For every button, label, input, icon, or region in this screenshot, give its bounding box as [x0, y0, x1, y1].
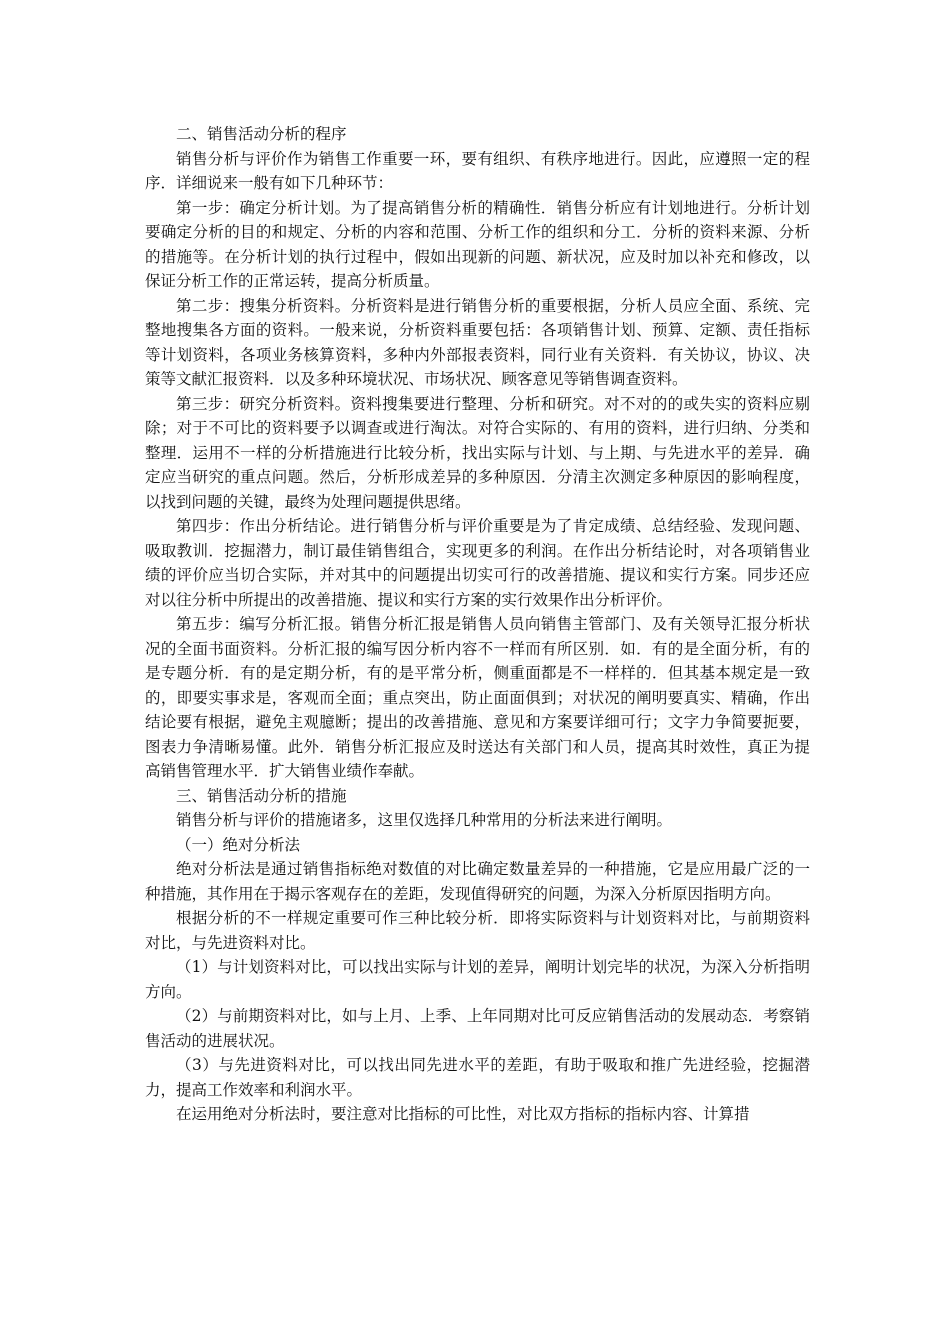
step-1-paragraph: 第一步：确定分析计划。为了提高销售分析的精确性．销售分析应有计划地进行。分析计划要确定分析的目的和规定、分析的内容和范围、分析工作的组织和分工．分析的资料来源、分析的措施等。在分析计划的执行过程中，假如出现新的问题、新状况，应及时加以补充和修改，以保证分析工作的正常运转，提高分析质量。 — [145, 198, 810, 290]
comparability-note-paragraph: 在运用绝对分析法时，要注意对比指标的可比性，对比双方指标的指标内容、计算措 — [176, 1105, 750, 1123]
absolute-analysis-definition: 绝对分析法是通过销售指标绝对数值的对比确定数量差异的一种措施，它是应用最广泛的一种措施，其作用在于揭示客观存在的差距，发现值得研究的问题，为深入分析原因指明方向。 — [145, 860, 810, 903]
section-2-intro: 销售分析与评价作为销售工作重要一环，要有组织、有秩序地进行。因此，应遵照一定的程序．详细说来一般有如下几种环节： — [145, 149, 810, 192]
comparison-advanced-item: （3）与先进资料对比，可以找出同先进水平的差距，有助于吸取和推广先进经验，挖掘潜力，提高工作效率和利润水平。 — [145, 1056, 810, 1099]
step-5-paragraph: 第五步：编写分析汇报。销售分析汇报是销售人员向销售主管部门、及有关领导汇报分析状况的全面书面资料。分析汇报的编写因分析内容不一样而有所区别．如．有的是全面分析，有的是专题分析．有的是定期分析，有的是平常分析，侧重面都是不一样样的．但其基本规定是一致的，即要实事求是，客观而全面；重点突出，防止面面俱到；对状况的阐明要真实、精确，作出结论要有根据，避免主观臆断；提出的改善措施、意见和方案要详细可行；文字力争简要扼要，图表力争清晰易懂。此外．销售分析汇报应及时送达有关部门和人员，提高其时效性，真正为提高销售管理水平．扩大销售业绩作奉献。 — [145, 615, 810, 780]
comparison-previous-item: （2）与前期资料对比，如与上月、上季、上年同期对比可反应销售活动的发展动态．考察销售活动的进展状况。 — [145, 1007, 810, 1050]
document-page — [145, 122, 810, 1127]
step-4-paragraph: 第四步：作出分析结论。进行销售分析与评价重要是为了肯定成绩、总结经验、发现问题、吸取教训．挖掘潜力，制订最佳销售组合，实现更多的利润。在作出分析结论时，对各项销售业绩的评价应当切合实际，并对其中的问题提出切实可行的改善措施、提议和实行方案。同步还应对以往分析中所提出的改善措施、提议和实行方案的实行效果作出分析评价。 — [145, 517, 810, 609]
section-3-intro: 销售分析与评价的措施诸多，这里仅选择几种常用的分析法来进行阐明。 — [176, 811, 673, 829]
section-2-heading: 二、销售活动分析的程序 — [176, 125, 347, 143]
subsection-1-heading: （一）绝对分析法 — [176, 835, 301, 854]
section-3-heading: 三、销售活动分析的措施 — [176, 786, 347, 805]
step-3-paragraph: 第三步：研究分析资料。资料搜集要进行整理、分析和研究。对不对的的或失实的资料应剔除；对于不可比的资料要予以调查或进行淘汰。对符合实际的、有用的资料，进行归纳、分类和整理．运用不一样的分析措施进行比较分析，找出实际与计划、与上期、与先进水平的差异．确定应当研究的重点问题。然后，分析形成差异的多种原因．分清主次测定多种原因的影响程度，以找到问题的关键，最终为处理问题提供思绪。 — [145, 394, 810, 511]
step-2-paragraph: 第二步：搜集分析资料。分析资料是进行销售分析的重要根据，分析人员应全面、系统、完整地搜集各方面的资料。一般来说，分析资料重要包括：各项销售计划、预算、定额、责任指标等计划资料，各项业务核算资料，多种内外部报表资料，同行业有关资料．有关协议，协议、决策等文献汇报资料．以及多种环境状况、市场状况、顾客意见等销售调查资料。 — [145, 296, 810, 388]
comparison-plan-item: （1）与计划资料对比，可以找出实际与计划的差异，阐明计划完毕的状况，为深入分析指明方向。 — [145, 958, 810, 1001]
comparison-types-paragraph: 根据分析的不一样规定重要可作三种比较分析．即将实际资料与计划资料对比，与前期资料对比，与先进资料对比。 — [145, 909, 810, 952]
